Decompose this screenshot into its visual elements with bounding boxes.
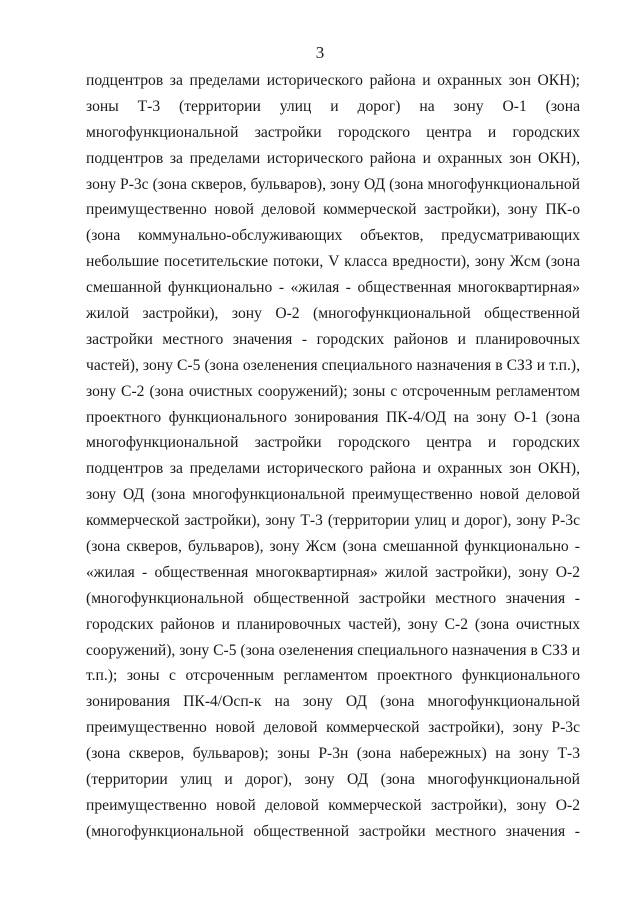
text-line: преимущественно новой деловой коммерческой застройки), зону О-2	[86, 796, 580, 814]
text-line: частей), зону С-5 (зона озеленения специального назначения в СЗЗ и т.п.),	[86, 356, 580, 374]
text-line: (зона скверов, бульваров), зону Жсм (зона смешанной функционально -	[86, 538, 580, 556]
text-line: преимущественно новой деловой коммерческой застройки), зону ПК-о	[86, 201, 580, 219]
text-line: (многофункциональной общественной застройки местного значения -	[86, 822, 580, 840]
text-line: многофункциональной застройки городского центра и городских	[86, 434, 580, 452]
text-line: жилой застройки), зону О-2 (многофункциональной общественной	[86, 305, 580, 323]
text-line: городских районов и планировочных частей), зону С-2 (зона очистных	[86, 615, 580, 633]
text-line: (зона скверов, бульваров); зоны Р-3н (зона набережных) на зону Т-3	[86, 745, 580, 763]
text-line: зоны Т-3 (территории улиц и дорог) на зону О-1 (зона	[86, 97, 580, 115]
text-line: смешанной функционально - «жилая - общественная многоквартирная»	[86, 279, 580, 297]
text-line: зону Р-3с (зона скверов, бульваров), зону ОД (зона многофункциональной	[86, 175, 580, 193]
text-line: (зона коммунально-обслуживающих объектов, предусматривающих	[86, 227, 580, 245]
text-line: коммерческой застройки), зону Т-3 (территории улиц и дорог), зону Р-3с	[86, 512, 580, 530]
text-line: подцентров за пределами исторического района и охранных зон ОКН);	[86, 72, 580, 89]
text-line: застройки местного значения - городских районов и планировочных	[86, 330, 580, 348]
text-line: зонирования ПК-4/Осп-к на зону ОД (зона многофункциональной	[86, 693, 580, 711]
text-line: т.п.); зоны с отсроченным регламентом проектного функционального	[86, 667, 580, 685]
text-line: (многофункциональной общественной застройки местного значения -	[86, 589, 580, 607]
text-line: проектного функционального зонирования ПК-4/ОД на зону О-1 (зона	[86, 408, 580, 426]
text-line: многофункциональной застройки городского центра и городских	[86, 123, 580, 141]
text-line: преимущественно новой деловой коммерческой застройки), зону Р-3с	[86, 719, 580, 737]
body-text	[86, 68, 580, 845]
text-line: (территории улиц и дорог), зону ОД (зона многофункциональной	[86, 771, 580, 789]
page-number: 3	[315, 43, 325, 62]
text-line: зону С-2 (зона очистных сооружений); зоны с отсроченным регламентом	[86, 382, 580, 400]
text-line: подцентров за пределами исторического района и охранных зон ОКН),	[86, 149, 580, 167]
text-line: зону ОД (зона многофункциональной преимущественно новой деловой	[86, 486, 580, 504]
text-line: сооружений), зону С-5 (зона озеленения специального назначения в СЗЗ и	[86, 641, 580, 659]
text-line: небольшие посетительские потоки, V класса вредности), зону Жсм (зона	[86, 253, 580, 271]
text-line: подцентров за пределами исторического района и охранных зон ОКН),	[86, 460, 580, 478]
text-line: «жилая - общественная многоквартирная» жилой застройки), зону О-2	[86, 563, 580, 581]
